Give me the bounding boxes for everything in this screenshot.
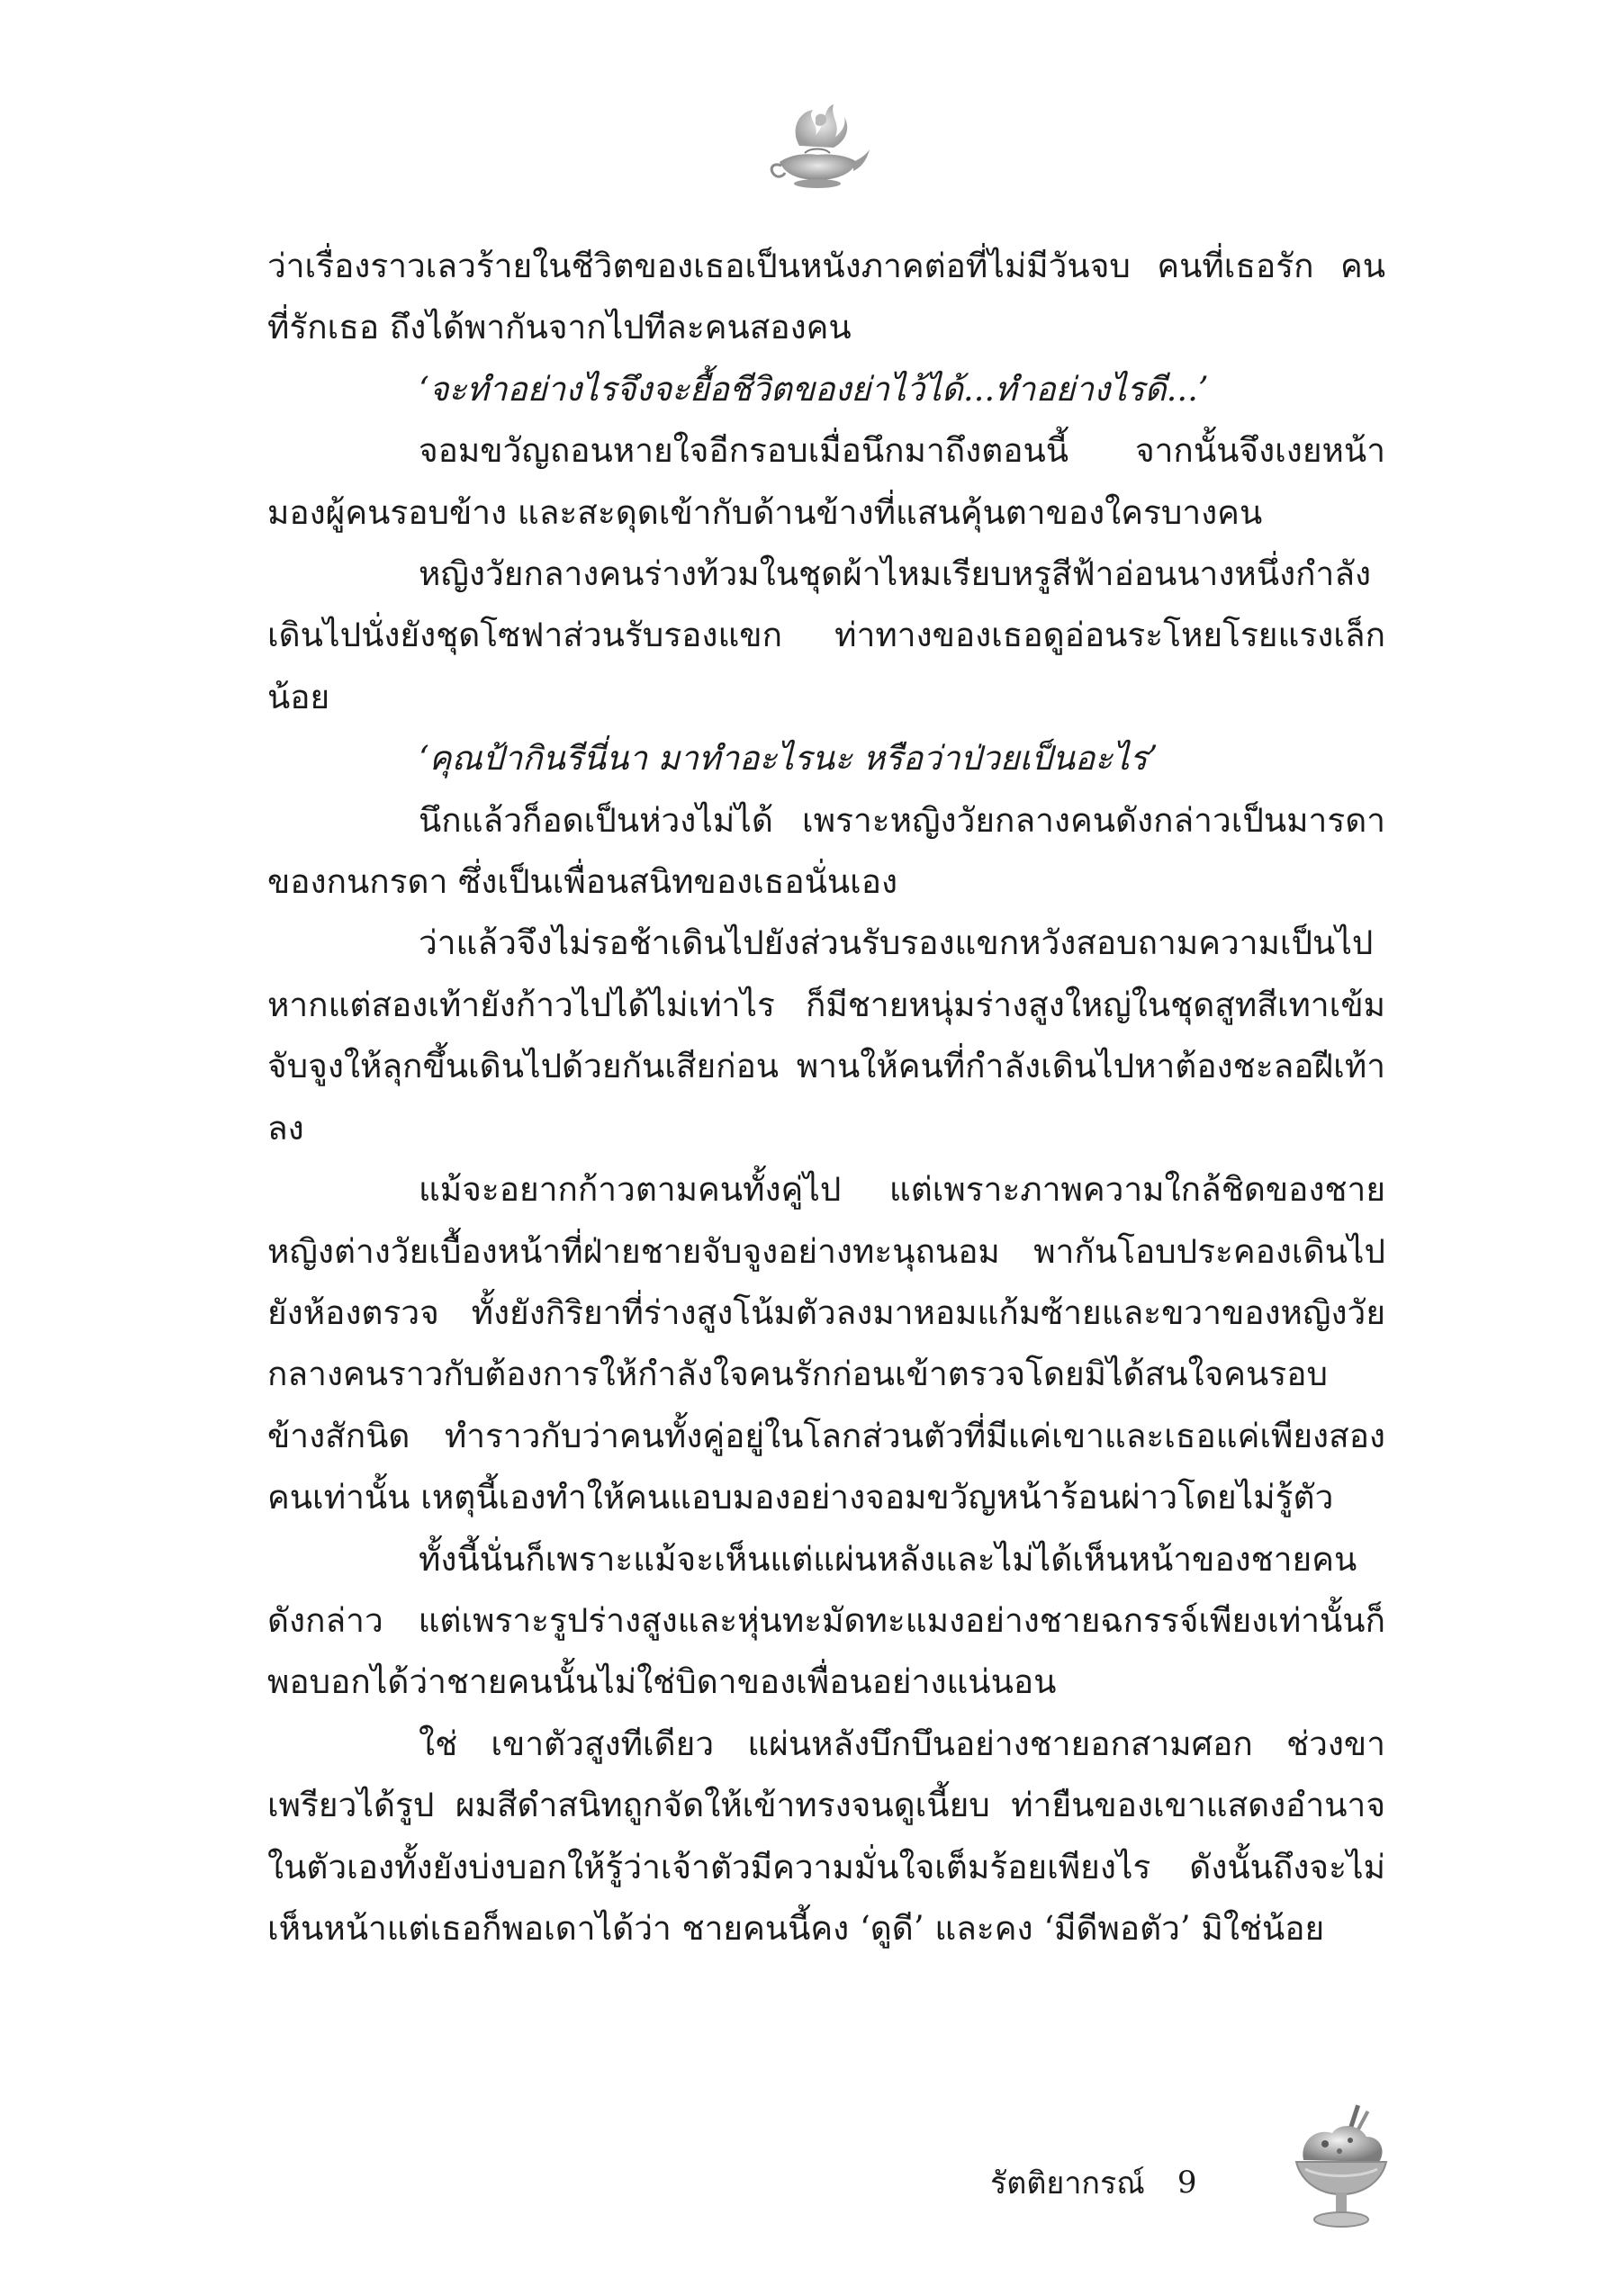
- italic-thought: ‘คุณป้ากินรีนี่นา มาทำอะไรนะ หรือว่าป่วยเป็นอะไร’: [419, 739, 1159, 779]
- magic-lamp-icon: [763, 90, 871, 198]
- paragraph: ทั้งนี้นั่นก็เพราะแม้จะเห็นแต่แผ่นหลังและไม่ได้เห็นหน้าของชายคนดังกล่าว แต่เพราะรูปร่างสูงและหุ่นทะมัดทะแมงอย่างชายฉกรรจ์เพียงเท่านั้นก็พอบอกได้ว่าชายคนนั้นไม่ใช่บิดาของเพื่อนอย่างแน่นอน: [267, 1539, 1385, 1702]
- page-footer: [990, 2156, 1196, 2210]
- paragraph: หญิงวัยกลางคนร่างท้วมในชุดผ้าไหมเรียบหรูสีฟ้าอ่อนนางหนึ่งกำลังเดินไปนั่งยังชุดโซฟาส่วนรับรองแขก ท่าทางของเธอดูอ่อนระโหยโรยแรงเล็กน้อย: [267, 554, 1385, 716]
- paragraph: ว่าแล้วจึงไม่รอช้าเดินไปยังส่วนรับรองแขกหวังสอบถามความเป็นไปหากแต่สองเท้ายังก้าวไปได้ไม่เท่าไร ก็มีชายหนุ่มร่างสูงใหญ่ในชุดสูทสีเทาเข้มจับจูงให้ลุกขึ้นเดินไปด้วยกันเสียก่อน พานให้คนที่กำลังเดินไปหาต้องชะลอฝีเท้าลง: [267, 923, 1385, 1148]
- page-number: 9: [1177, 2165, 1197, 2201]
- paragraph: ว่าเรื่องราวเลวร้ายในชีวิตของเธอเป็นหนังภาคต่อที่ไม่มีวันจบ คนที่เธอรัก คนที่รักเธอ ถึงได้พากันจากไปทีละคนสองคน: [267, 247, 1385, 347]
- paragraph: จอมขวัญถอนหายใจอีกรอบเมื่อนึกมาถึงตอนนี้ จากนั้นจึงเงยหน้ามองผู้คนรอบข้าง และสะดุดเข้ากับด้านข้างที่แสนคุ้นตาของใครบางคน: [267, 431, 1385, 532]
- body-text: [267, 236, 1385, 1959]
- book-title: รัตติยากรณ์: [990, 2165, 1145, 2201]
- ice-cream-sundae-icon: [1287, 2097, 1395, 2232]
- italic-thought: ‘จะทำอย่างไรจึงจะยื้อชีวิตของย่าไว้ได้...ทำอย่างไรดี...’: [419, 369, 1209, 409]
- paragraph: ใช่ เขาตัวสูงทีเดียว แผ่นหลังบึกบึนอย่างชายอกสามศอก ช่วงขาเพรียวได้รูป ผมสีดำสนิทถูกจัดให้เข้าทรงจนดูเนี้ยบ ท่ายืนของเขาแสดงอำนาจในตัวเองทั้งยังบ่งบอกให้รู้ว่าเจ้าตัวมีความมั่นใจเต็มร้อยเพียงไร ดังนั้นถึงจะไม่เห็นหน้าแต่เธอก็พอเดาได้ว่า ชายคนนี้คง ‘ดูดี’ และคง ‘มีดีพอตัว’ มิใช่น้อย: [267, 1724, 1385, 1948]
- paragraph: นึกแล้วก็อดเป็นห่วงไม่ได้ เพราะหญิงวัยกลางคนดังกล่าวเป็นมารดาของกนกรดา ซึ่งเป็นเพื่อนสนิทของเธอนั่นเอง: [267, 800, 1385, 902]
- paragraph: แม้จะอยากก้าวตามคนทั้งคู่ไป แต่เพราะภาพความใกล้ชิดของชายหญิงต่างวัยเบื้องหน้าที่ฝ่ายชายจับจูงอย่างทะนุถนอม พากันโอบประคองเดินไปยังห้องตรวจ ทั้งยังกิริยาที่ร่างสูงโน้มตัวลงมาหอมแก้มซ้ายและขวาของหญิงวัยกลางคนราวกับต้องการให้กำลังใจคนรักก่อนเข้าตรวจโดยมิได้สนใจคนรอบข้างสักนิด ทำราวกับว่าคนทั้งคู่อยู่ในโลกส่วนตัวที่มีแค่เขาและเธอแค่เพียงสองคนเท่านั้น เหตุนี้เองทำให้คนแอบมองอย่างจอมขวัญหน้าร้อนผ่าวโดยไม่รู้ตัว: [267, 1170, 1385, 1517]
